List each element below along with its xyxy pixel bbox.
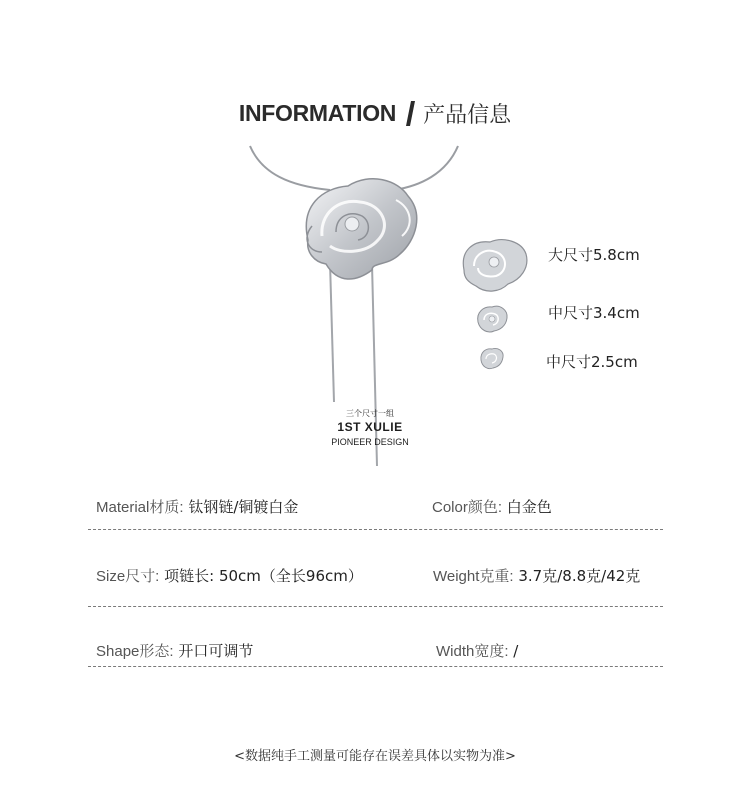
brand-subtitle: 三个尺寸一组 (346, 409, 394, 418)
brand-name: 1ST XULIE (337, 420, 403, 434)
spec-weight-key: Weight克重: (433, 568, 514, 585)
spec-shape-value: 开口可调节 (178, 642, 254, 660)
spec-width (436, 640, 518, 661)
spec-size (96, 565, 363, 586)
rose-thumb-medium (474, 304, 510, 336)
spec-size-key: Size尺寸: (96, 568, 160, 585)
title-cn: 产品信息 (423, 103, 512, 128)
brand-tagline: PIONEER DESIGN (331, 437, 409, 447)
spec-color-value: 白金色 (506, 498, 552, 516)
size-label-large: 大尺寸5.8cm (548, 246, 640, 264)
spec-size-value: 项链长: 50cm（全长96cm） (164, 567, 363, 585)
size-label-small: 中尺寸2.5cm (546, 353, 638, 371)
spec-width-value: / (513, 642, 519, 660)
spec-color (432, 496, 552, 517)
divider (88, 666, 663, 667)
divider (88, 606, 663, 607)
spec-shape (96, 640, 253, 661)
rose-pendant-large (306, 179, 416, 279)
title-en: INFORMATION (238, 100, 397, 126)
spec-width-key: Width宽度: (436, 643, 509, 660)
footer-note: <数据纯手工测量可能存在误差具体以实物为准> (234, 749, 516, 764)
rose-thumb-large (456, 236, 532, 296)
divider (88, 529, 663, 530)
spec-material (96, 496, 298, 517)
spec-material-key: Material材质: (96, 499, 184, 516)
spec-weight-value: 3.7克/8.8克/42克 (518, 567, 641, 585)
spec-weight (433, 565, 640, 586)
spec-shape-key: Shape形态: (96, 643, 174, 660)
size-label-medium: 中尺寸3.4cm (548, 304, 640, 322)
spec-color-key: Color颜色: (432, 499, 503, 516)
rose-thumb-small (478, 346, 506, 372)
spec-material-value: 钛钢链/铜镀白金 (188, 498, 299, 516)
